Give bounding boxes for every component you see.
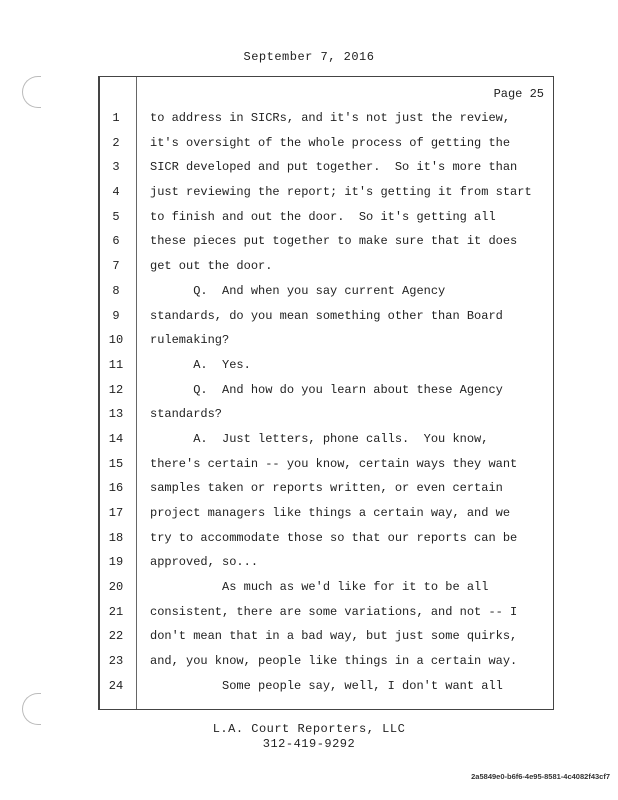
line-number: 2 (112, 135, 120, 150)
line-text: project managers like things a certain way, and we (150, 506, 511, 520)
transcript-line (98, 476, 554, 501)
line-text: samples taken or reports written, or even certain (150, 481, 503, 496)
transcript-line (98, 279, 554, 304)
transcript-line (98, 131, 554, 156)
transcript-line (98, 155, 554, 180)
line-text: get out the door. (150, 259, 273, 274)
line-number: 3 (112, 160, 120, 175)
transcript-lines (98, 106, 554, 699)
transcript-line (98, 106, 554, 131)
line-number: 14 (108, 431, 124, 446)
line-text: approved, so... (150, 555, 259, 570)
line-number: 4 (112, 185, 120, 200)
line-number: 16 (108, 481, 124, 496)
line-text: it's oversight of the whole process of getting the (150, 135, 511, 150)
transcript-line (98, 304, 554, 329)
line-number: 17 (108, 506, 124, 520)
line-number: 13 (108, 407, 124, 422)
line-text: try to accommodate those so that our reports can be (150, 530, 518, 545)
line-number: 10 (108, 333, 124, 348)
transcript-line (98, 526, 554, 551)
line-text: to finish and out the door. So it's getting all (150, 209, 496, 224)
line-text: Q. And when you say current Agency (150, 283, 446, 298)
footer-phone: 312-419-9292 (262, 737, 356, 751)
page-number: Page 25 (493, 87, 544, 101)
line-number: 22 (108, 629, 124, 644)
line-text: don't mean that in a bad way, but just some quirks, (150, 629, 518, 644)
transcript-line (98, 452, 554, 477)
transcript-line (98, 501, 554, 526)
transcript-line (98, 624, 554, 649)
line-number: 1 (112, 111, 120, 125)
line-number: 21 (108, 604, 124, 619)
line-text: just reviewing the report; it's getting it from start (150, 185, 532, 200)
line-text: Some people say, well, I don't want all (150, 678, 503, 693)
binder-hole-top (22, 76, 41, 108)
footer-company: L.A. Court Reporters, LLC (212, 722, 406, 736)
transcript-date: September 7, 2016 (243, 50, 375, 64)
transcript-line (98, 550, 554, 575)
line-number: 6 (112, 234, 120, 249)
transcript-line (98, 378, 554, 403)
line-text: SICR developed and put together. So it's more than (150, 160, 518, 175)
line-text: rulemaking? (150, 333, 230, 348)
line-text: consistent, there are some variations, and not -- I (150, 604, 518, 619)
transcript-line (98, 575, 554, 600)
line-text: and, you know, people like things in a certain way. (150, 654, 518, 669)
line-text: As much as we'd like for it to be all (150, 580, 489, 595)
line-number: 9 (112, 308, 120, 323)
line-text: these pieces put together to make sure that it does (150, 234, 518, 249)
line-number: 19 (108, 555, 124, 570)
line-number: 23 (108, 654, 124, 669)
transcript-line (98, 649, 554, 674)
line-text: A. Yes. (150, 357, 251, 372)
line-number: 15 (108, 456, 124, 471)
transcript-line (98, 328, 554, 353)
transcript-line (98, 205, 554, 230)
line-number: 20 (108, 580, 124, 595)
transcript-line (98, 427, 554, 452)
line-text: standards, do you mean something other than Board (150, 308, 503, 323)
line-text: standards? (150, 407, 223, 422)
line-number: 11 (108, 357, 124, 372)
line-text: there's certain -- you know, certain ways they want (150, 456, 518, 471)
transcript-line (98, 674, 554, 699)
line-number: 8 (112, 283, 120, 298)
line-number: 18 (108, 530, 124, 545)
transcript-line (98, 353, 554, 378)
line-text: Q. And how do you learn about these Agency (150, 382, 503, 397)
binder-hole-bottom (22, 693, 41, 725)
line-number: 7 (112, 259, 120, 274)
line-number: 5 (112, 209, 120, 224)
document-id: 2a5849e0-b6f6-4e95-8581-4c4082f43cf7 (471, 772, 610, 781)
transcript-line (98, 600, 554, 625)
line-number: 12 (108, 382, 124, 397)
transcript-line (98, 402, 554, 427)
transcript-line (98, 229, 554, 254)
transcript-line (98, 254, 554, 279)
line-text: to address in SICRs, and it's not just the review, (150, 111, 511, 125)
transcript-line (98, 180, 554, 205)
line-number: 24 (108, 678, 124, 693)
line-text: A. Just letters, phone calls. You know, (150, 431, 489, 446)
